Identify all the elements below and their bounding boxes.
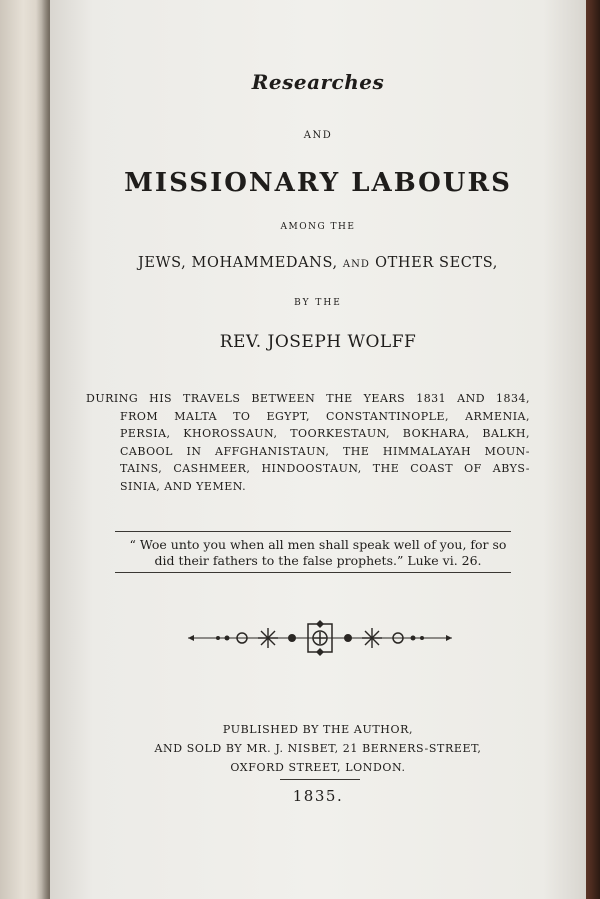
ornament-icon <box>180 618 460 658</box>
quote-line: “ Woe unto you when all men shall speak well of you, for so <box>129 537 507 552</box>
publisher-rule <box>280 779 360 780</box>
by-the-line: BY THE <box>294 298 342 308</box>
publisher-block <box>50 720 586 777</box>
publication-year: 1835. <box>292 787 344 805</box>
among-the-line: AMONG THE <box>280 222 356 232</box>
publisher-line: AND SOLD BY MR. J. NISBET, 21 BERNERS-STREET, <box>154 742 482 755</box>
travels-paragraph <box>86 390 530 495</box>
publisher-line: PUBLISHED BY THE AUTHOR, <box>222 723 414 736</box>
travels-line: CABOOL IN AFFGHANISTAUN, THE HIMMALAYAH MOUN- <box>120 444 530 458</box>
researches-heading: Researches <box>251 70 385 94</box>
sects-part2: OTHER SECTS, <box>375 255 498 271</box>
sects-and: AND <box>342 259 370 270</box>
title-page <box>50 0 586 899</box>
publisher-line: OXFORD STREET, LONDON. <box>230 761 406 774</box>
travels-line: SINIA, AND YEMEN. <box>120 479 247 493</box>
travels-line: FROM MALTA TO EGYPT, CONSTANTINOPLE, ARMENIA, <box>120 409 530 423</box>
quote-rule-bottom <box>115 572 511 573</box>
sects-line <box>50 255 586 271</box>
quote-rule-top <box>115 531 511 532</box>
and-connector: AND <box>303 130 333 141</box>
main-title: MISSIONARY LABOURS <box>124 168 512 198</box>
travels-line: PERSIA, KHOROSSAUN, TOORKESTAUN, BOKHARA, BALKH, <box>120 427 530 440</box>
travels-line: TAINS, CASHMEER, HINDOOSTAUN, THE COAST OF ABYS- <box>120 462 530 475</box>
travels-line: DURING HIS TRAVELS BETWEEN THE YEARS 1831 AND 1834, <box>86 392 530 405</box>
epigraph-quote <box>90 537 546 569</box>
quote-line: did their fathers to the false prophets.” Luke vi. 26. <box>154 553 482 568</box>
sects-part1: JEWS, MOHAMMEDANS, <box>138 255 338 271</box>
author-name: REV. JOSEPH WOLFF <box>219 332 417 352</box>
